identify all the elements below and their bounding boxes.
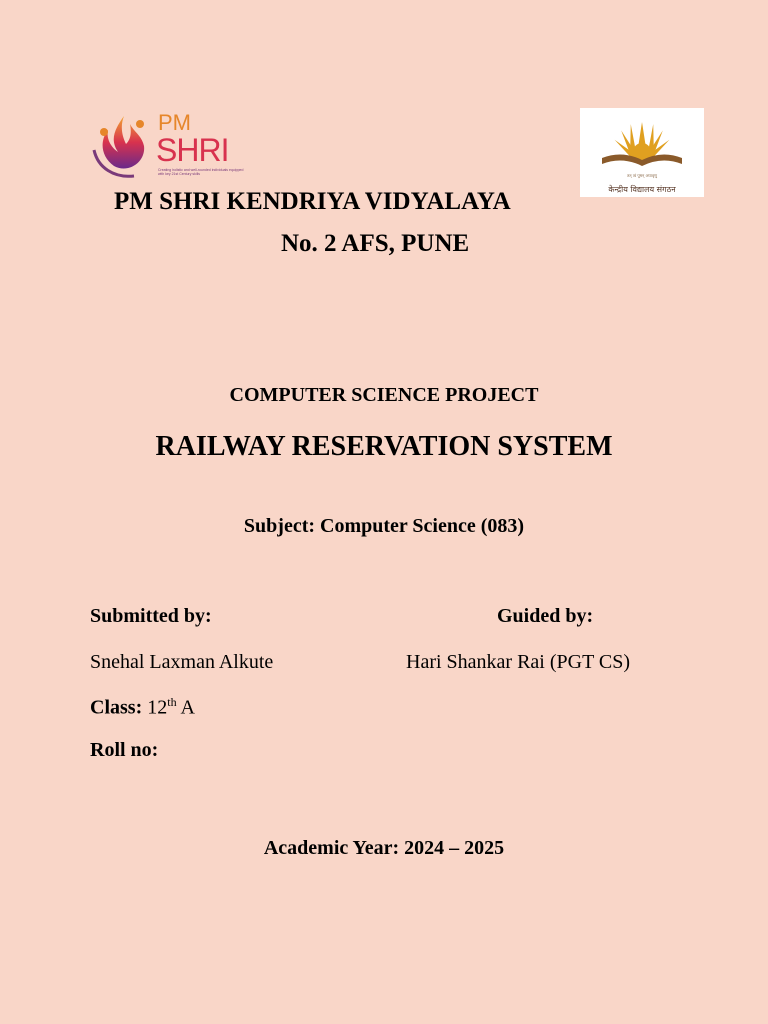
kvs-logo bbox=[580, 108, 704, 197]
academic-year: Academic Year: 2024 – 2025 bbox=[263, 837, 505, 859]
guided-by-heading: Guided by: bbox=[497, 605, 594, 627]
kvs-motto: तत् त्वं पूषन् अपावृणु bbox=[627, 173, 657, 178]
pmshri-pm-text: PM bbox=[158, 110, 191, 135]
class-section: A bbox=[180, 696, 195, 719]
pmshri-logo bbox=[90, 110, 250, 182]
pmshri-tagline: Creating holistic and well-rounded individuals equipped with key 21st Century skills bbox=[158, 168, 244, 176]
project-title: RAILWAY RESERVATION SYSTEM bbox=[155, 431, 613, 462]
submitted-by-heading: Submitted by: bbox=[90, 605, 212, 627]
pmshri-flame-icon bbox=[90, 110, 156, 182]
project-label: COMPUTER SCIENCE PROJECT bbox=[229, 384, 539, 406]
class-suffix: th bbox=[167, 695, 177, 709]
guide-name: Hari Shankar Rai (PGT CS) bbox=[406, 651, 631, 673]
kvs-name: केन्द्रीय विद्यालय संगठन bbox=[608, 185, 676, 194]
school-name-line2: No. 2 AFS, PUNE bbox=[281, 230, 470, 257]
kvs-sun-book-icon bbox=[580, 108, 704, 178]
pmshri-shri-text: SHRI bbox=[156, 132, 229, 168]
school-name-line1: PM SHRI KENDRIYA VIDYALAYA bbox=[114, 188, 511, 215]
class-label: Class: bbox=[90, 696, 143, 719]
project-subject: Subject: Computer Science (083) bbox=[243, 515, 525, 537]
class-line bbox=[90, 695, 195, 720]
class-value: 12 bbox=[147, 696, 168, 719]
student-name: Snehal Laxman Alkute bbox=[90, 651, 274, 673]
roll-no-label: Roll no: bbox=[90, 739, 159, 761]
